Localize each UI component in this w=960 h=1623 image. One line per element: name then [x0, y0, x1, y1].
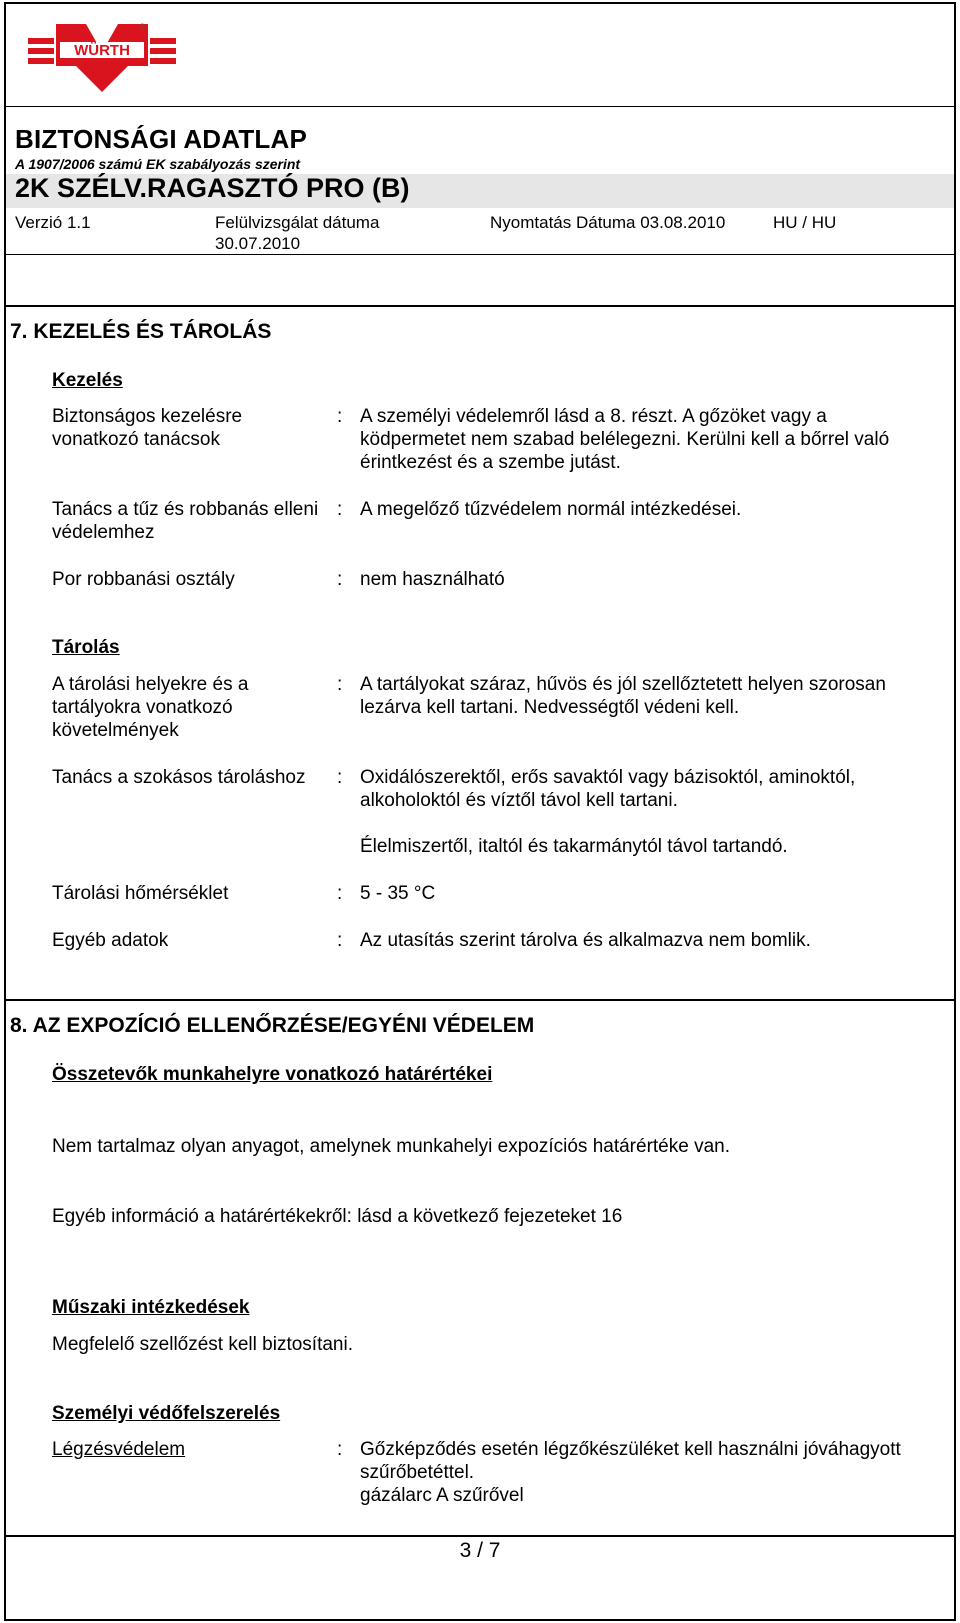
other-info-text: Egyéb információ a határértékekről: lásd a következő fejezeteket 16	[52, 1206, 623, 1227]
row-colon: :	[337, 499, 343, 520]
row-label: A tárolási helyekre és a tartályokra vonatkozó követelmények	[52, 674, 249, 741]
revision-block	[215, 212, 379, 254]
wurth-logo	[28, 20, 176, 96]
section-divider-7	[6, 305, 954, 307]
row-value: Az utasítás szerint tárolva és alkalmazva nem bomlik.	[360, 930, 811, 951]
row-colon: :	[337, 569, 343, 590]
row-colon: :	[337, 883, 343, 904]
respiratory-value-line: Gőzképződés esetén légzőkészüléket kell használni jóváhagyott szűrőbetéttel.	[360, 1439, 901, 1483]
version: Verzió 1.1	[15, 213, 91, 232]
limits-heading: Összetevők munkahelyre vonatkozó határértékei	[52, 1064, 493, 1085]
tarolas-heading: Tárolás	[52, 637, 120, 658]
revision-date: 30.07.2010	[215, 234, 301, 253]
row-label: Tárolási hőmérséklet	[52, 883, 229, 904]
logo-text: WÜRTH	[74, 42, 130, 59]
row-label: Por robbanási osztály	[52, 569, 235, 590]
row-colon: :	[337, 930, 343, 951]
section-divider-8	[6, 999, 954, 1001]
row-value: Oxidálószerektől, erős savaktól vagy bázisoktól, aminoktól, alkoholoktól és víztől távol kell tartani.	[360, 767, 856, 811]
row-colon: :	[337, 674, 343, 695]
technical-heading: Műszaki intézkedések	[52, 1297, 250, 1318]
header-divider-bottom	[6, 254, 954, 255]
revision-label: Felülvizsgálat dátuma	[215, 213, 380, 232]
row-label: Tanács a tűz és robbanás elleni védelemhez	[52, 499, 319, 543]
respiratory-label: Légzésvédelem	[52, 1439, 186, 1460]
row-value: 5 - 35 °C	[360, 883, 436, 904]
technical-text: Megfelelő szellőzést kell biztosítani.	[52, 1334, 353, 1355]
row-label: Egyéb adatok	[52, 930, 169, 951]
row-colon: :	[337, 767, 343, 788]
footer-divider	[6, 1535, 954, 1537]
row-value: A tartályokat száraz, hűvös és jól szellőztetett helyen szorosan lezárva kell tartani. Nedvességtől védeni kell.	[360, 674, 886, 718]
row-colon: :	[337, 406, 343, 427]
page-number: 3 / 7	[459, 1539, 501, 1562]
section-8-title: 8. AZ EXPOZÍCIÓ ELLENŐRZÉSE/EGYÉNI VÉDELEM	[10, 1014, 535, 1037]
row-colon: :	[337, 1439, 343, 1460]
respiratory-value	[360, 1438, 920, 1507]
product-name: 2K SZÉLV.RAGASZTÓ PRO (B)	[15, 173, 410, 203]
row-label: Tanács a szokásos tároláshoz	[52, 767, 306, 788]
section-7-title: 7. KEZELÉS ÉS TÁROLÁS	[10, 320, 272, 343]
respiratory-value-line: gázálarc A szűrővel	[360, 1485, 524, 1506]
ppe-heading: Személyi védőfelszerelés	[52, 1403, 281, 1424]
row-value: A személyi védelemről lásd a 8. részt. A gőzöket vagy a ködpermetet nem szabad belélegezni. Kerülni kell a bőrrel való érintkezést és a szembe jutást.	[360, 406, 890, 473]
document-subtitle: A 1907/2006 számú EK szabályozás szerint	[15, 156, 301, 172]
language: HU / HU	[773, 213, 837, 232]
row-value: Élelmiszertől, italtól és takarmánytól távol tartandó.	[360, 836, 788, 857]
row-value: A megelőző tűzvédelem normál intézkedései.	[360, 499, 742, 520]
document-title: BIZTONSÁGI ADATLAP	[15, 124, 307, 154]
kezeles-heading: Kezelés	[52, 370, 123, 391]
header-divider-top	[6, 106, 954, 107]
row-value: nem használható	[360, 569, 505, 590]
limits-text: Nem tartalmaz olyan anyagot, amelynek munkahelyi expozíciós határértéke van.	[52, 1136, 731, 1157]
logo-registered: ®	[139, 22, 146, 32]
row-label: Biztonságos kezelésre vonatkozó tanácsok	[52, 406, 243, 450]
print-date: Nyomtatás Dátuma 03.08.2010	[490, 213, 726, 232]
